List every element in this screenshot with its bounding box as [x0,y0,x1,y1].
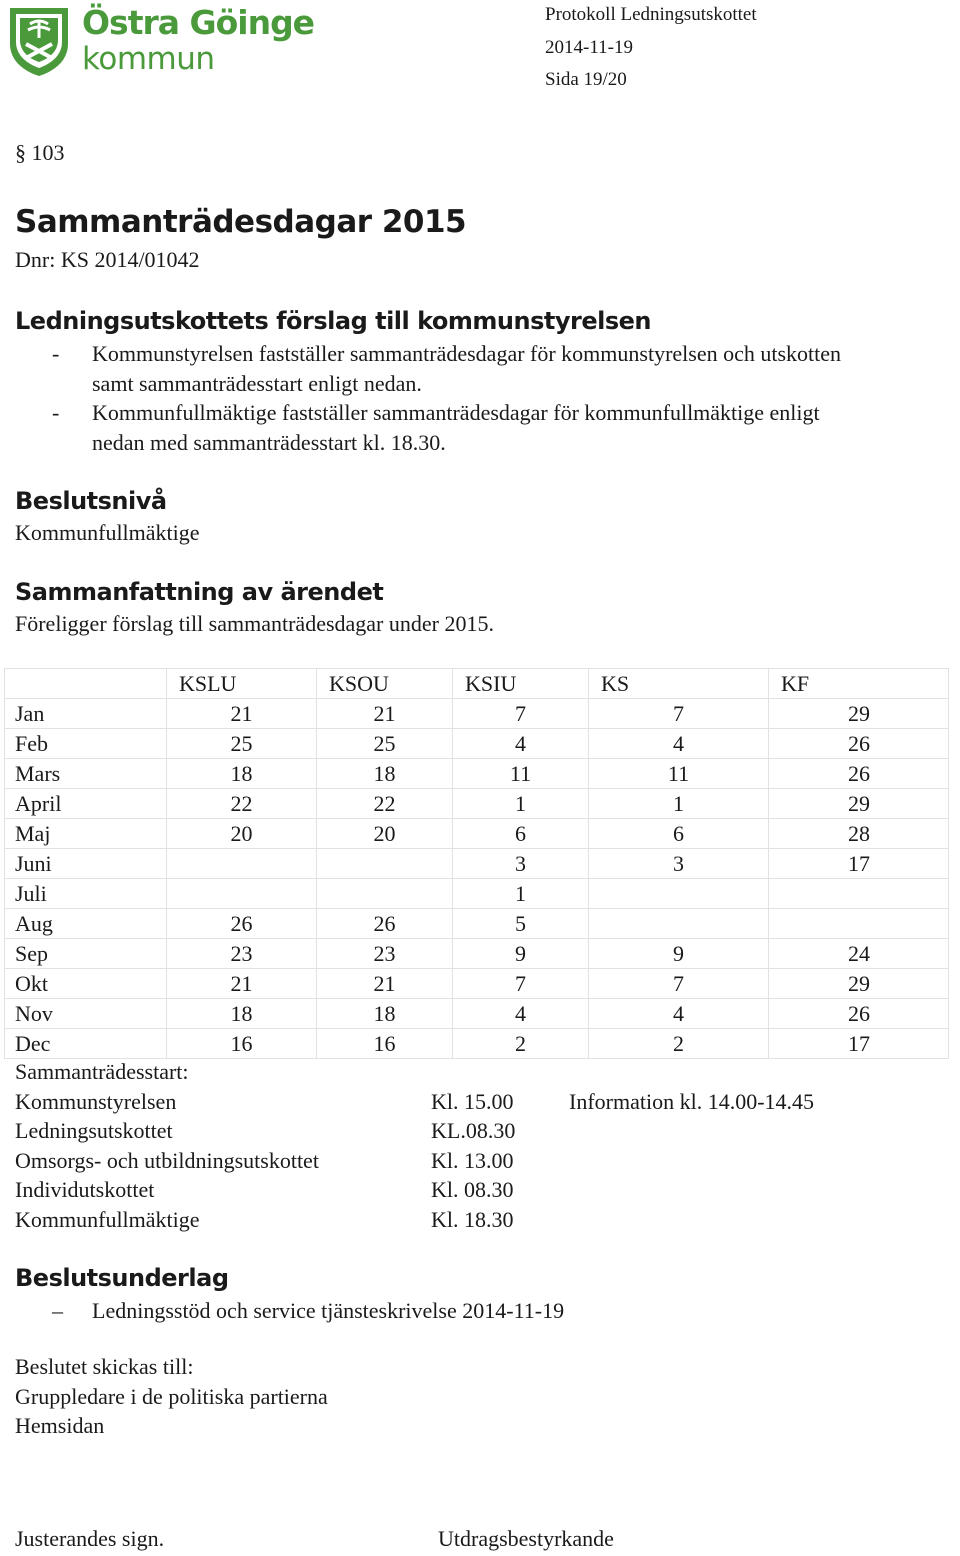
basis-heading: Beslutsunderlag [15,1264,229,1292]
cell-kf: 26 [769,999,949,1029]
cell-ks: 7 [589,969,769,999]
cell-ksiu: 5 [453,909,589,939]
recipient-item: Hemsidan [15,1413,105,1438]
cell-month: Juni [5,849,167,879]
cell-ksou: 18 [317,759,453,789]
column-header-kf: KF [769,669,949,699]
cell-ksiu: 4 [453,729,589,759]
cell-ks: 7 [589,699,769,729]
cell-kslu: 26 [167,909,317,939]
cell-kslu [167,849,317,879]
table-row [5,909,949,939]
footer-signature-label: Justerandes sign. [15,1526,165,1551]
cell-ksou: 16 [317,1029,453,1059]
municipality-logo [6,3,315,80]
cell-ksou: 21 [317,699,453,729]
start-time-body: Ledningsutskottet [15,1118,173,1143]
column-header-ks: KS [589,669,769,699]
cell-month: April [5,789,167,819]
cell-ksiu: 7 [453,969,589,999]
cell-ksiu: 6 [453,819,589,849]
table-row [5,729,949,759]
cell-month: Mars [5,759,167,789]
cell-kslu: 20 [167,819,317,849]
cell-ksou [317,849,453,879]
start-time-body: Omsorgs- och utbildningsutskottet [15,1148,319,1173]
cell-kslu [167,879,317,909]
proposal-item-1-line-1: Kommunstyrelsen fastställer sammanträdesdagar för kommunstyrelsen och utskotten [92,341,842,366]
paragraph-number: § 103 [15,140,65,165]
cell-ksiu: 4 [453,999,589,1029]
cell-kslu: 23 [167,939,317,969]
cell-kslu: 25 [167,729,317,759]
cell-ksou [317,879,453,909]
cell-kslu: 21 [167,969,317,999]
logo-wordmark [82,4,314,76]
basis-item: Ledningsstöd och service tjänsteskrivelse 2014-11-19 [92,1298,565,1323]
recipient-item: Gruppledare i de politiska partierna [15,1384,328,1409]
cell-ks [589,879,769,909]
page-number: Sida 19/20 [545,69,627,90]
start-time-value: Kl. 18.30 [431,1207,514,1232]
logo-emblem-icon [6,4,72,76]
cell-ksou: 25 [317,729,453,759]
column-header [5,669,167,699]
cell-ks: 3 [589,849,769,879]
table-row [5,819,949,849]
logo-line-1: Östra Göinge [82,3,315,42]
cell-ksou: 20 [317,819,453,849]
proposal-item-2-line-1: Kommunfullmäktige fastställer sammanträdesdagar för kommunfullmäktige enligt [92,400,820,425]
cell-month: Maj [5,819,167,849]
start-times-heading: Sammanträdesstart: [15,1059,189,1084]
cell-kf: 28 [769,819,949,849]
cell-month: Juli [5,879,167,909]
cell-ks: 11 [589,759,769,789]
cell-kf: 24 [769,939,949,969]
cell-ksou: 21 [317,969,453,999]
cell-month: Aug [5,909,167,939]
cell-ksiu: 2 [453,1029,589,1059]
cell-kslu: 21 [167,699,317,729]
start-time-value: Kl. 13.00 [431,1148,514,1173]
summary-text: Föreligger förslag till sammanträdesdagar under 2015. [15,611,494,636]
cell-kslu: 18 [167,999,317,1029]
cell-kf [769,879,949,909]
cell-kf: 17 [769,1029,949,1059]
cell-ks: 4 [589,729,769,759]
summary-heading: Sammanfattning av ärendet [15,578,384,606]
cell-kf: 29 [769,699,949,729]
cell-month: Feb [5,729,167,759]
proposal-dash-1: - [52,341,60,366]
page-title: Sammanträdesdagar 2015 [15,204,467,240]
footer-extract-certification-label: Utdragsbestyrkande [438,1526,614,1551]
cell-ksou: 22 [317,789,453,819]
proposal-heading: Ledningsutskottets förslag till kommunstyrelsen [15,307,651,335]
start-time-value: Kl. 15.00 [431,1089,514,1114]
cell-kslu: 22 [167,789,317,819]
table-row [5,759,949,789]
case-number: Dnr: KS 2014/01042 [15,247,200,272]
table-row [5,849,949,879]
cell-ks: 9 [589,939,769,969]
cell-ks: 6 [589,819,769,849]
cell-ks: 2 [589,1029,769,1059]
start-time-value: KL.08.30 [431,1118,516,1143]
cell-ksiu: 1 [453,789,589,819]
cell-kf: 17 [769,849,949,879]
logo-line-2: kommun [82,41,215,77]
cell-ksiu: 9 [453,939,589,969]
cell-ksou: 23 [317,939,453,969]
table-row [5,1029,949,1059]
cell-ks: 4 [589,999,769,1029]
start-time-body: Kommunstyrelsen [15,1089,177,1114]
cell-ksou: 18 [317,999,453,1029]
table-row [5,789,949,819]
column-header-ksou: KSOU [317,669,453,699]
cell-ksiu: 11 [453,759,589,789]
document-date: 2014-11-19 [545,37,633,58]
table-row [5,699,949,729]
cell-month: Nov [5,999,167,1029]
column-header-ksiu: KSIU [453,669,589,699]
cell-ks: 1 [589,789,769,819]
cell-ksiu: 3 [453,849,589,879]
cell-kf [769,909,949,939]
cell-month: Sep [5,939,167,969]
sent-to-label: Beslutet skickas till: [15,1354,194,1379]
basis-dash: – [52,1298,63,1323]
start-time-body: Individutskottet [15,1177,155,1202]
cell-kf: 29 [769,789,949,819]
table-row [5,879,949,909]
cell-kf: 26 [769,759,949,789]
cell-kf: 26 [769,729,949,759]
cell-month: Jan [5,699,167,729]
cell-month: Okt [5,969,167,999]
start-time-value: Kl. 08.30 [431,1177,514,1202]
proposal-item-1-line-2: samt sammanträdesstart enligt nedan. [92,371,422,396]
cell-ksou: 26 [317,909,453,939]
cell-kslu: 18 [167,759,317,789]
decision-level-value: Kommunfullmäktige [15,520,200,545]
column-header-kslu: KSLU [167,669,317,699]
cell-ks [589,909,769,939]
proposal-item-2-line-2: nedan med sammanträdesstart kl. 18.30. [92,430,446,455]
meeting-schedule-table [4,668,949,1059]
table-row [5,939,949,969]
cell-month: Dec [5,1029,167,1059]
start-time-body: Kommunfullmäktige [15,1207,200,1232]
cell-ksiu: 7 [453,699,589,729]
start-time-note: Information kl. 14.00-14.45 [569,1089,815,1114]
cell-kf: 29 [769,969,949,999]
decision-level-heading: Beslutsnivå [15,487,167,515]
table-row [5,969,949,999]
cell-kslu: 16 [167,1029,317,1059]
document-title: Protokoll Ledningsutskottet [545,4,757,25]
proposal-dash-2: - [52,400,60,425]
table-row [5,999,949,1029]
table-header-row [5,669,949,699]
cell-ksiu: 1 [453,879,589,909]
